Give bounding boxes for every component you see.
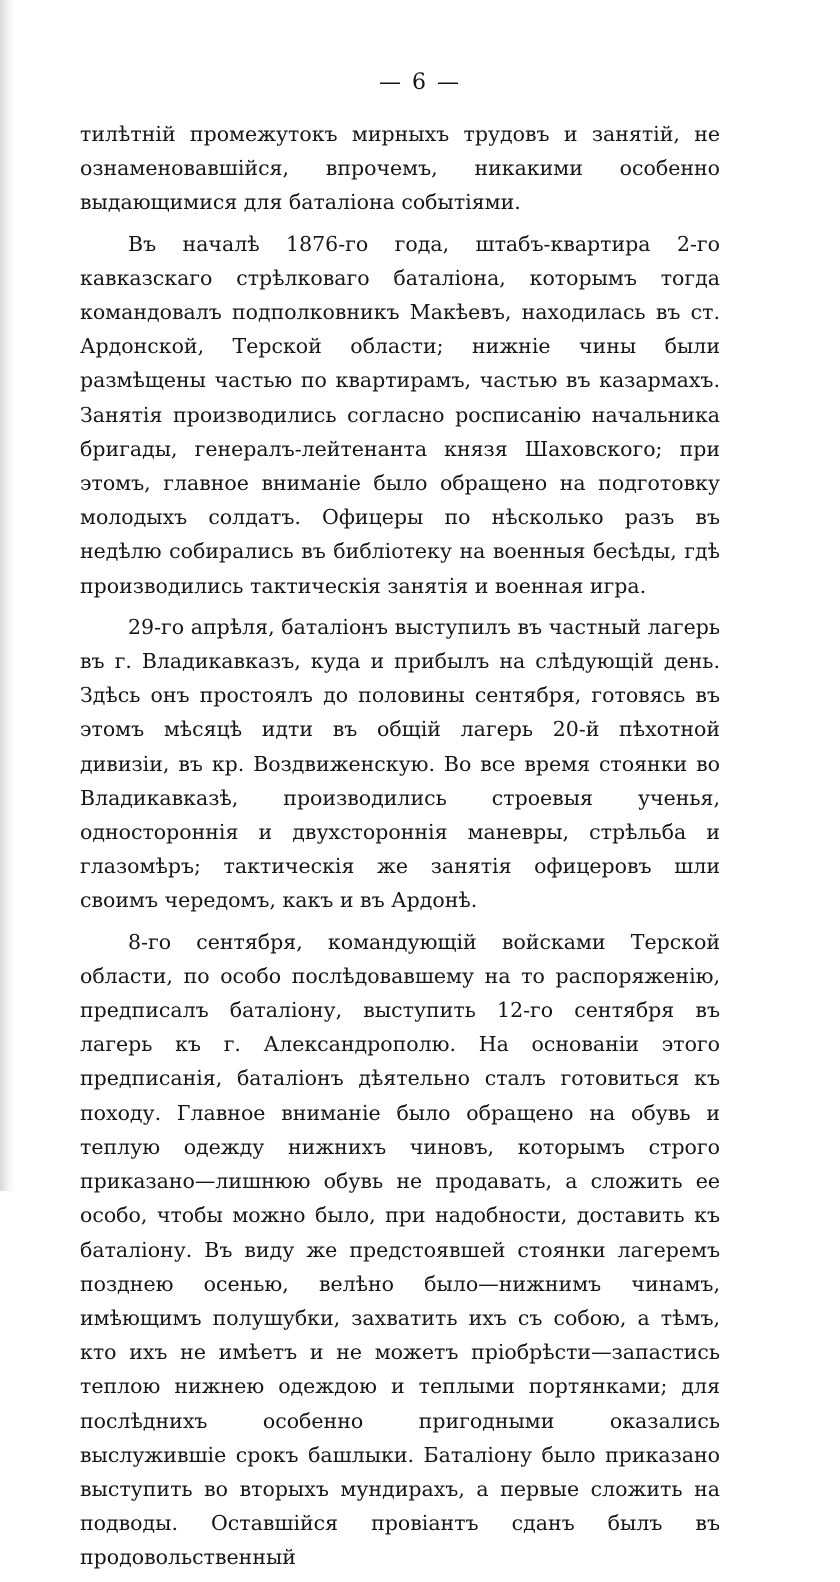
paragraph-april-camp: 29-го апрѣля, баталіонъ выступилъ въ частный лагерь въ г. Владикавказъ, куда и прибылъ на слѣдующій день. Здѣсь онъ простоялъ до половины сентября, готовясь въ этомъ мѣсяцѣ идти въ общій лагерь 20-й пѣхотной дивизіи, въ кр. Воздвиженскую. Во все время стоянки во Владикавказѣ, производились строевыя ученья, одностороннія и двухстороннія маневры, стрѣльба и глазомѣръ; тактическія же занятія офицеровъ шли своимъ чередомъ, какъ и въ Ардонѣ. xyxy=(80,614,720,913)
paragraph-september-orders: 8-го сентября, командующій войсками Терской области, по особо послѣдовавшему на то распоряженію, предписалъ баталіону, выступить 12-го сентября въ лагерь къ г. Александрополю. На основаніи этого предписанія, баталіонъ дѣятельно сталъ готовиться къ походу. Главное вниманіе было обращено на обувь и теплую одежду нижнихъ чиновъ, которымъ строго приказано—лишнюю обувь не продавать, а сложить ее особо, чтобы можно было, при надобности, доставить къ баталіону. Въ виду же предстоявшей стоянки лагеремъ позднею осенью, велѣно было—нижнимъ чинамъ, имѣющимъ полушубки, захватить ихъ съ собою, а тѣмъ, кто ихъ не имѣетъ и не можетъ пріобрѣсти—запастись теплою нижнею одеждою и теплыми портянками; для послѣднихъ особенно пригодными оказались выслужившіе срокъ башлыки. Баталіону было приказано выступить во вторыхъ мундирахъ, а первые сложить на подводы. Оставшійся провіантъ сданъ былъ въ продовольственный xyxy=(80,929,720,1570)
paragraph-continued: тилѣтній промежутокъ мирныхъ трудовъ и занятій, не ознаменовавшійся, впрочемъ, никакими особенно выдающимися для баталіона событіями. xyxy=(80,122,720,215)
paragraph-1876-headquarters: Въ началѣ 1876-го года, штабъ-квартира 2-го кавказскаго стрѣлковаго баталіона, которымъ тогда командовалъ подполковникъ Макѣевъ, находилась въ ст. Ардонской, Терской области; нижніе чины были размѣщены частью по квартирамъ, частью въ казармахъ. Занятія производились согласно росписанію начальника бригады, генералъ-лейтенанта князя Шаховского; при этомъ, главное вниманіе было обращено на подготовку молодыхъ солдатъ. Офицеры по нѣсколько разъ въ недѣлю собирались въ библіотеку на военныя бесѣды, гдѣ производились тактическія занятія и военная игра. xyxy=(80,231,720,598)
page-number: — 6 — xyxy=(379,70,461,95)
body-text xyxy=(80,117,720,1582)
